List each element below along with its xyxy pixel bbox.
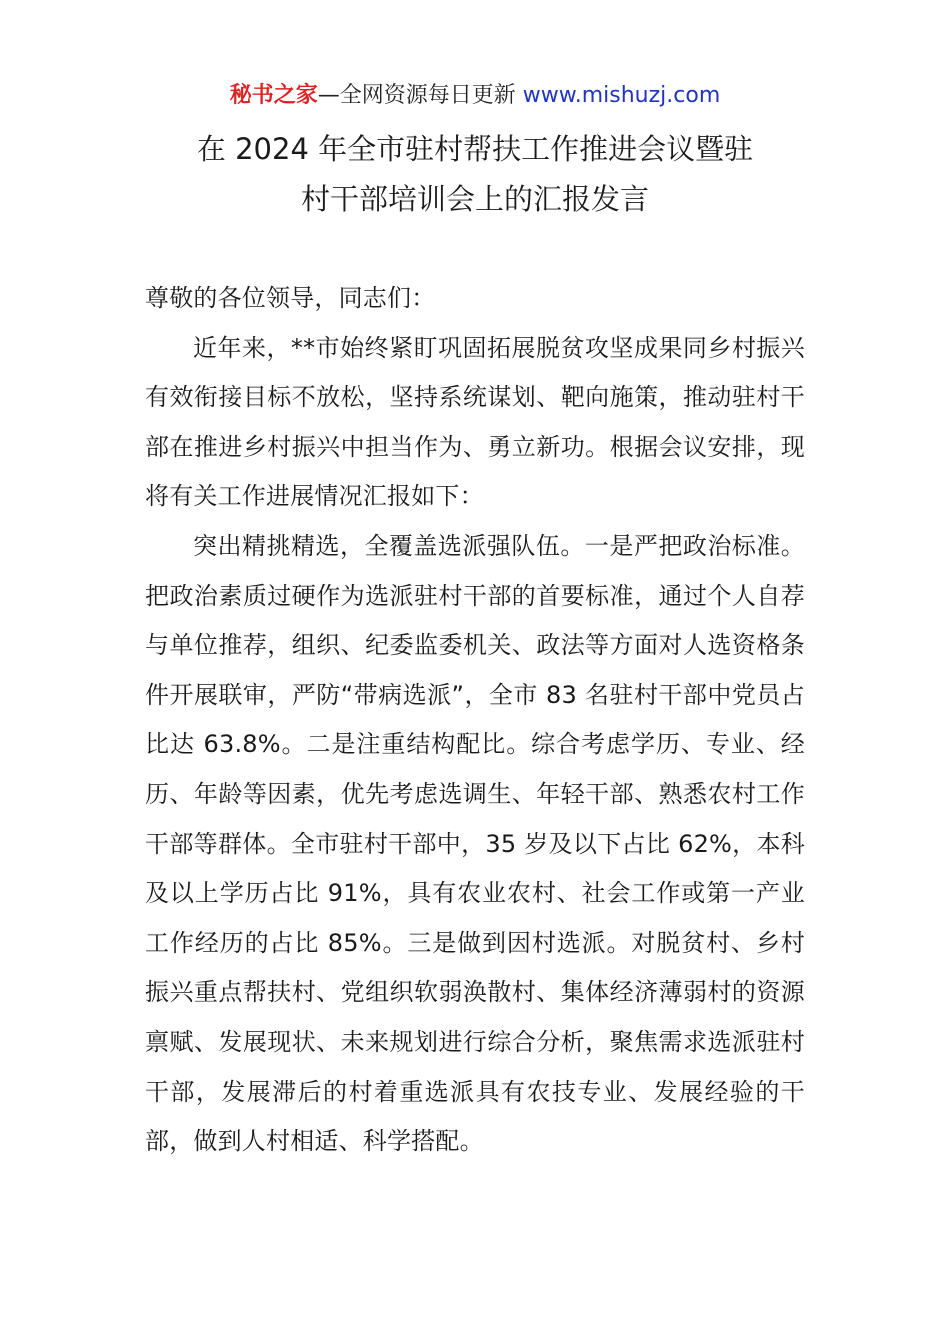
document-title — [0, 124, 950, 224]
salutation: 尊敬的各位领导，同志们： — [145, 284, 436, 312]
document-body — [145, 274, 805, 1167]
title-line-2: 村干部培训会上的汇报发言 — [300, 182, 649, 216]
paragraph-intro: 近年来，**市始终紧盯巩固拓展脱贫攻坚成果同乡村振兴有效衔接目标不放松，坚持系统谋划、靶向施策，推动驻村干部在推进乡村振兴中担当作为、勇立新功。根据会议安排，现将有关工作进展情况汇报如下： — [145, 333, 805, 511]
site-url-link[interactable]: www.mishuzj.com — [522, 83, 721, 108]
brand-name: 秘书之家 — [229, 83, 318, 108]
site-banner — [0, 80, 950, 112]
paragraph-selection: 突出精挑精选，全覆盖选派强队伍。一是严把政治标准。把政治素质过硬作为选派驻村干部的首要标准，通过个人自荐与单位推荐，组织、纪委监委机关、政法等方面对人选资格条件开展联审，严防“带病选派”，全市 83 名驻村干部中党员占比达 63.8%。二是注重结构配比。综合考虑学历、专业、经历、年龄等因素，优先考虑选调生、年轻干部、熟悉农村工作干部等群体。全市驻村干部中，35 岁及以下占比 62%，本科及以上学历占比 91%，具有农业农村、社会工作或第一产业工作经历的占比 85%。三是做到因村选派。对脱贫村、乡村振兴重点帮扶村、党组织软弱涣散村、集体经济薄弱村的资源禀赋、发展现状、未来规划进行综合分析，聚焦需求选派驻村干部，发展滞后的村着重选派具有农技专业、发展经验的干部，做到人村相适、科学搭配。 — [145, 531, 805, 1156]
banner-tagline: —全网资源每日更新 — [317, 83, 516, 108]
title-line-1: 在 2024 年全市驻村帮扶工作推进会议暨驻 — [196, 132, 754, 166]
